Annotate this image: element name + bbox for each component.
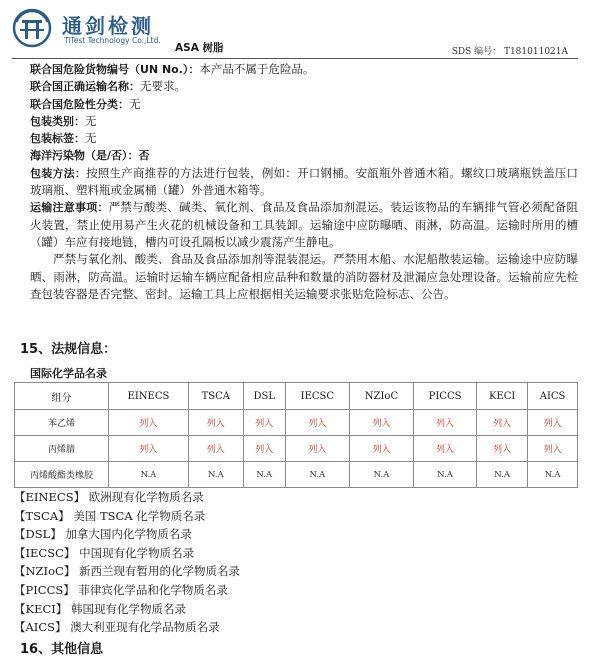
column-header: KECI xyxy=(477,383,528,410)
legend-item xyxy=(14,581,240,600)
legend-desc: 韩国现有化学物质名录 xyxy=(70,601,186,616)
tt-logo-icon xyxy=(12,8,52,48)
listed-cell: 列入 xyxy=(349,410,413,436)
na-cell: N.A xyxy=(349,462,413,488)
un-number-line xyxy=(30,61,578,78)
na-cell: N.A xyxy=(109,462,189,488)
hazard-class-line xyxy=(30,96,578,113)
listed-cell: 列入 xyxy=(528,436,578,462)
legend-item xyxy=(14,507,240,526)
column-header: 组分 xyxy=(15,383,109,410)
listed-cell: 列入 xyxy=(285,436,349,462)
precautions-paragraph-2: 严禁与氧化剂、酸类、食品及食品添加剂等混装混运。严禁用木船、水泥船散装运输。运输途中应防曝晒、雨淋，防高温。运输时运输车辆应配备相应品种和数量的消防器材及泄漏应急处理设备。运输前应先检查包装容器是否完整、密封。运输工具上应根据相关运输要求张贴危险标志、公告。 xyxy=(30,252,578,301)
column-header: NZIoC xyxy=(349,383,413,410)
listed-cell: 列入 xyxy=(243,436,285,462)
listed-cell: 列入 xyxy=(109,436,189,462)
legend-desc: 菲律宾化学品和化学物质名录 xyxy=(78,582,228,597)
listed-cell: 列入 xyxy=(477,410,528,436)
packing-label-line xyxy=(30,130,578,147)
listed-cell: 列入 xyxy=(413,436,476,462)
column-header: TSCA xyxy=(188,383,243,410)
packing-label-label: 包装标签： xyxy=(30,132,85,146)
table-row xyxy=(15,462,578,488)
inventory-legend xyxy=(14,488,240,637)
na-cell: N.A xyxy=(413,462,476,488)
legend-desc: 欧洲现有化学物质名录 xyxy=(88,490,204,504)
table-header-row xyxy=(15,383,578,410)
shipping-name-label: 联合国正确运输名称： xyxy=(30,80,140,94)
component-cell: 丙烯腈 xyxy=(15,436,109,462)
na-cell: N.A xyxy=(477,462,528,488)
packing-method-paragraph xyxy=(30,165,578,200)
packing-method-value: 按照生产商推荐的方法进行包装，例如：开口钢桶。安瓿瓶外普通木箱。螺纹口玻璃瓶铁盖压口玻璃瓶、塑料瓶或金属桶（罐）外普通木箱等。 xyxy=(30,165,579,198)
na-cell: N.A xyxy=(243,462,285,488)
precautions-paragraph xyxy=(30,199,578,251)
un-number-label: 联合国危险货物编号（UN No.）： xyxy=(30,63,200,76)
legend-item xyxy=(14,618,240,637)
legend-desc: 美国 TSCA 化学物质名录 xyxy=(73,508,206,523)
hazard-class-value: 无 xyxy=(129,96,141,111)
legend-item xyxy=(14,562,240,581)
listed-cell: 列入 xyxy=(188,436,243,462)
shipping-name-line xyxy=(30,78,578,95)
legend-code: 【IECSC】 xyxy=(14,545,76,560)
legend-desc: 新西兰现有暂用的化学物质名录 xyxy=(78,564,240,579)
listed-cell: 列入 xyxy=(528,410,578,436)
listed-cell: 列入 xyxy=(243,410,285,436)
packing-label-value: 无 xyxy=(85,131,97,146)
hazard-class-label: 联合国危险性分类： xyxy=(30,97,129,111)
packing-group-line xyxy=(30,113,578,130)
legend-desc: 加拿大国内化学物质名录 xyxy=(65,527,192,542)
legend-item xyxy=(14,488,240,507)
listed-cell: 列入 xyxy=(477,436,528,462)
inventory-table xyxy=(14,382,578,488)
listed-cell: 列入 xyxy=(188,410,243,436)
packing-group-value: 无 xyxy=(85,113,97,128)
page-header xyxy=(0,0,590,60)
sds-number: SDS 编号： T181011021A xyxy=(451,47,568,57)
section-16-title: 16、其他信息 xyxy=(20,642,104,657)
listed-cell: 列入 xyxy=(109,410,189,436)
packing-group-label: 包装类别： xyxy=(30,114,85,128)
legend-code: 【PICCS】 xyxy=(14,582,75,597)
transport-info xyxy=(30,61,578,303)
precautions-value: 严禁与酸类、碱类、氧化剂、食品及食品添加剂混运。装运该物品的车辆排气管必须配备阻火装置，禁止使用易产生火花的机械设备和工具装卸。运输途中应防曝晒、雨淋，防高温。运输时所用的槽（罐）车应有接地链，槽内可设孔隔板以减少震荡产生静电。 xyxy=(30,200,579,249)
un-number-value: 本产品不属于危险品。 xyxy=(199,62,315,76)
column-header: EINECS xyxy=(109,383,189,410)
column-header: IECSC xyxy=(285,383,349,410)
listed-cell: 列入 xyxy=(349,436,413,462)
listed-cell: 列入 xyxy=(413,410,476,436)
shipping-name-value: 无要求。 xyxy=(140,79,186,94)
table-row xyxy=(15,436,578,462)
na-cell: N.A xyxy=(285,462,349,488)
legend-code: 【TSCA】 xyxy=(14,508,70,523)
inventory-subtitle: 国际化学品名录 xyxy=(30,367,107,380)
legend-code: 【AICS】 xyxy=(14,620,67,635)
legend-code: 【KECI】 xyxy=(14,601,68,616)
document-title: ASA 树脂 xyxy=(175,42,224,54)
packing-method-label: 包装方法： xyxy=(30,166,87,180)
listed-cell: 列入 xyxy=(285,410,349,436)
marine-pollutant-line xyxy=(30,147,578,164)
component-cell: 丙烯酸酯类橡胶 xyxy=(15,462,109,488)
column-header: AICS xyxy=(528,383,578,410)
marine-pollutant-label: 海洋污染物（是/否）： xyxy=(30,149,139,163)
column-header: DSL xyxy=(243,383,285,410)
marine-pollutant-value: 否 xyxy=(138,149,150,163)
legend-desc: 澳大利亚现有化学品物质名录 xyxy=(70,620,220,635)
legend-item xyxy=(14,525,240,544)
table-row xyxy=(15,410,578,436)
na-cell: N.A xyxy=(188,462,243,488)
section-15-title: 15、法规信息： xyxy=(20,342,117,357)
legend-code: 【DSL】 xyxy=(14,527,62,542)
precautions-label: 运输注意事项： xyxy=(30,201,109,215)
company-name-en: TiTest Technology Co.,Ltd. xyxy=(64,36,161,45)
company-name-cn: 通剑检测 xyxy=(62,14,154,38)
legend-code: 【NZIoC】 xyxy=(14,564,76,579)
legend-desc: 中国现有化学物质名录 xyxy=(79,545,195,560)
component-cell: 苯乙烯 xyxy=(15,410,109,436)
column-header: PICCS xyxy=(413,383,476,410)
header-divider xyxy=(12,58,578,59)
legend-item xyxy=(14,544,240,563)
legend-item xyxy=(14,600,240,619)
legend-code: 【EINECS】 xyxy=(14,490,86,504)
na-cell: N.A xyxy=(528,462,578,488)
